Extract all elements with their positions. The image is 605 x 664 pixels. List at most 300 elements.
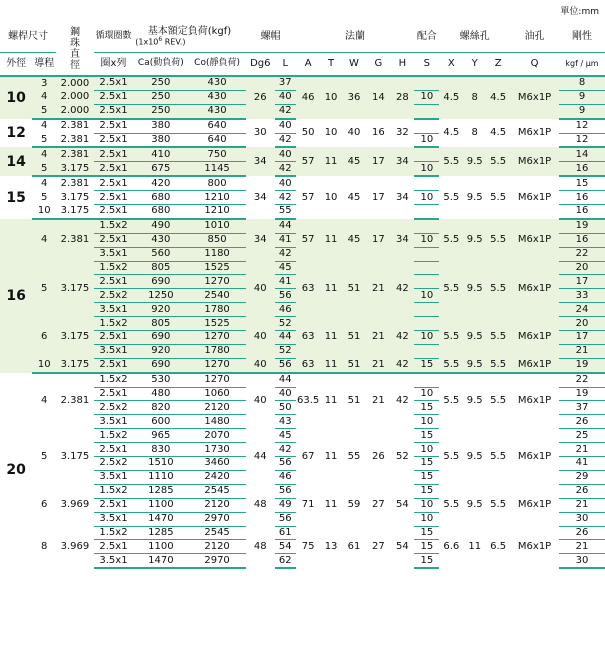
nut-length: 40 xyxy=(275,119,296,133)
spec-row xyxy=(0,147,605,161)
flange-h: 54 xyxy=(390,526,414,568)
fit-s: 15 xyxy=(414,401,439,415)
fit-s: 15 xyxy=(414,457,439,471)
stiffness: 9 xyxy=(559,104,605,118)
flange-a: 63 xyxy=(296,358,321,372)
static-load: 1780 xyxy=(188,344,245,358)
fit-s xyxy=(414,104,439,118)
lead: 4 xyxy=(32,147,56,161)
fit-s: 10 xyxy=(414,331,439,345)
ball-diameter: 3.175 xyxy=(56,191,93,205)
bolt-y: 9.5 xyxy=(463,429,486,485)
stiffness: 19 xyxy=(559,219,605,233)
dynamic-load: 680 xyxy=(133,191,188,205)
dynamic-load: 805 xyxy=(133,261,188,275)
nut-length: 56 xyxy=(275,457,296,471)
outer-diameter: 14 xyxy=(0,147,32,176)
nut-dg6: 40 xyxy=(246,317,275,359)
dynamic-load: 420 xyxy=(133,176,188,190)
nut-length: 56 xyxy=(275,289,296,303)
dynamic-load: 690 xyxy=(133,331,188,345)
nut-length: 42 xyxy=(275,443,296,457)
circuit: 2.5x1 xyxy=(94,233,134,247)
nut-length: 50 xyxy=(275,401,296,415)
ball-diameter: 2.000 xyxy=(56,104,93,118)
dynamic-load: 410 xyxy=(133,147,188,161)
oil-hole-q: M6x1P xyxy=(510,147,559,176)
dynamic-load: 530 xyxy=(133,373,188,387)
oil-hole-q: M6x1P xyxy=(510,317,559,359)
ball-screw-spec-table xyxy=(0,22,605,569)
static-load: 2545 xyxy=(188,526,245,540)
bolt-z: 4.5 xyxy=(486,119,510,148)
circuit: 2.5x1 xyxy=(94,498,134,512)
stiffness: 26 xyxy=(559,484,605,498)
flange-t: 11 xyxy=(321,484,342,526)
outer-diameter: 10 xyxy=(0,76,32,119)
circuit: 2.5x1 xyxy=(94,176,134,190)
nut-length: 46 xyxy=(275,470,296,484)
flange-t: 11 xyxy=(321,373,342,429)
circuit: 2.5x1 xyxy=(94,191,134,205)
dg6-header: Dg6 xyxy=(246,53,275,77)
dynamic-load: 820 xyxy=(133,401,188,415)
spec-row xyxy=(0,119,605,133)
fit-s: 15 xyxy=(414,540,439,554)
bolt-z: 5.5 xyxy=(486,317,510,359)
dynamic-load: 480 xyxy=(133,387,188,401)
static-load: 1270 xyxy=(188,275,245,289)
flange-t: 13 xyxy=(321,526,342,568)
bolt-y: 9.5 xyxy=(463,484,486,526)
circuit: 2.5x2 xyxy=(94,401,134,415)
stiffness: 21 xyxy=(559,443,605,457)
spec-row xyxy=(0,176,605,190)
nut-dg6: 30 xyxy=(246,119,275,148)
stiffness: 19 xyxy=(559,387,605,401)
fit-s xyxy=(414,119,439,133)
outer-diameter: 20 xyxy=(0,373,32,568)
circuit: 1.5x2 xyxy=(94,373,134,387)
nut-length: 44 xyxy=(275,331,296,345)
flange-a: 63.5 xyxy=(296,373,321,429)
oil-hole-q: M6x1P xyxy=(510,373,559,429)
nut-length: 40 xyxy=(275,90,296,104)
circuit: 2.5x2 xyxy=(94,457,134,471)
nut-length: 55 xyxy=(275,205,296,219)
dynamic-load: 1510 xyxy=(133,457,188,471)
lead: 3 xyxy=(32,76,56,90)
static-load: 2120 xyxy=(188,498,245,512)
dynamic-load: 690 xyxy=(133,358,188,372)
lead: 5 xyxy=(32,162,56,176)
nut-length: 54 xyxy=(275,540,296,554)
static-load: 2070 xyxy=(188,429,245,443)
z-header: Z xyxy=(486,53,510,77)
ball-diameter: 3.969 xyxy=(56,484,93,526)
nut-length: 61 xyxy=(275,526,296,540)
w-header: W xyxy=(341,53,366,77)
flange-g: 27 xyxy=(366,526,390,568)
flange-w: 61 xyxy=(341,526,366,568)
nut-dg6: 26 xyxy=(246,76,275,119)
bolt-y: 9.5 xyxy=(463,147,486,176)
flange-g: 21 xyxy=(366,317,390,359)
bolt-x: 5.5 xyxy=(439,429,463,485)
oil-hole-header: 油孔 xyxy=(510,22,559,53)
nut-length: 45 xyxy=(275,261,296,275)
dynamic-load: 920 xyxy=(133,303,188,317)
flange-a: 46 xyxy=(296,76,321,119)
static-load: 430 xyxy=(188,76,245,90)
bolt-x: 5.5 xyxy=(439,176,463,219)
circuit: 3.5x1 xyxy=(94,512,134,526)
flange-w: 45 xyxy=(341,176,366,219)
nut-length: 56 xyxy=(275,512,296,526)
stiffness: 26 xyxy=(559,415,605,429)
nut-length: 37 xyxy=(275,76,296,90)
static-load: 1730 xyxy=(188,443,245,457)
flange-t: 11 xyxy=(321,261,342,317)
y-header: Y xyxy=(463,53,486,77)
static-load: 750 xyxy=(188,147,245,161)
nut-length: 40 xyxy=(275,176,296,190)
static-load: 640 xyxy=(188,119,245,133)
nut-length: 43 xyxy=(275,415,296,429)
circuit: 2.5x1 xyxy=(94,162,134,176)
fit-s xyxy=(414,317,439,331)
nut-dg6: 48 xyxy=(246,484,275,526)
stiffness: 9 xyxy=(559,90,605,104)
flange-g: 21 xyxy=(366,358,390,372)
nut-length: 42 xyxy=(275,191,296,205)
flange-g: 27 xyxy=(366,484,390,526)
circuit: 1.5x2 xyxy=(94,317,134,331)
flange-w: 36 xyxy=(341,76,366,119)
screw-size-header: 螺桿尺寸 xyxy=(0,22,56,53)
dynamic-load: 1100 xyxy=(133,540,188,554)
flange-a: 57 xyxy=(296,176,321,219)
lead: 4 xyxy=(32,176,56,190)
static-load: 1480 xyxy=(188,415,245,429)
stiffness: 24 xyxy=(559,303,605,317)
stiffness: 17 xyxy=(559,331,605,345)
lead: 10 xyxy=(32,205,56,219)
bolt-x: 5.5 xyxy=(439,147,463,176)
fit-s: 15 xyxy=(414,358,439,372)
flange-t: 10 xyxy=(321,176,342,219)
flange-h: 42 xyxy=(390,261,414,317)
circuit: 2.5x1 xyxy=(94,76,134,90)
flange-g: 17 xyxy=(366,176,390,219)
x-header: X xyxy=(439,53,463,77)
dynamic-load: 490 xyxy=(133,219,188,233)
stiffness: 20 xyxy=(559,317,605,331)
nut-length: 40 xyxy=(275,147,296,161)
flange-w: 55 xyxy=(341,429,366,485)
flange-a: 63 xyxy=(296,317,321,359)
static-load: 430 xyxy=(188,90,245,104)
fit-s xyxy=(414,373,439,387)
flange-g: 21 xyxy=(366,373,390,429)
spec-row xyxy=(0,219,605,233)
outer-diameter: 12 xyxy=(0,119,32,148)
flange-w: 45 xyxy=(341,147,366,176)
spec-row xyxy=(0,261,605,275)
lead-header: 導程 xyxy=(32,53,56,77)
circuit: 3.5x1 xyxy=(94,554,134,568)
stiffness: 19 xyxy=(559,358,605,372)
dynamic-load: 1285 xyxy=(133,526,188,540)
static-load: 2545 xyxy=(188,484,245,498)
circuit: 3.5x1 xyxy=(94,470,134,484)
static-load: 1210 xyxy=(188,191,245,205)
dynamic-load: 560 xyxy=(133,247,188,261)
stiffness: 21 xyxy=(559,540,605,554)
fit-header: 配合 xyxy=(414,22,439,53)
flange-t: 11 xyxy=(321,147,342,176)
static-load: 1010 xyxy=(188,219,245,233)
oil-hole-q: M6x1P xyxy=(510,219,559,261)
dynamic-load: 1470 xyxy=(133,512,188,526)
fit-s: 10 xyxy=(414,387,439,401)
bolt-y: 11 xyxy=(463,526,486,568)
flange-g: 16 xyxy=(366,119,390,148)
lead: 4 xyxy=(32,119,56,133)
circuit: 2.5x1 xyxy=(94,104,134,118)
stiffness: 29 xyxy=(559,470,605,484)
ball-diameter: 3.175 xyxy=(56,261,93,317)
dynamic-load: 1285 xyxy=(133,484,188,498)
flange-t: 11 xyxy=(321,219,342,261)
flange-header: 法蘭 xyxy=(296,22,415,53)
stiffness: 21 xyxy=(559,344,605,358)
fit-s xyxy=(414,147,439,161)
stiffness: 14 xyxy=(559,147,605,161)
bolt-z: 5.5 xyxy=(486,219,510,261)
flange-t: 10 xyxy=(321,119,342,148)
static-load: 1270 xyxy=(188,373,245,387)
spec-row xyxy=(0,526,605,540)
dynamic-load: 380 xyxy=(133,133,188,147)
stiffness: 26 xyxy=(559,526,605,540)
fit-s: 15 xyxy=(414,484,439,498)
dynamic-load: 250 xyxy=(133,104,188,118)
bolt-z: 4.5 xyxy=(486,76,510,119)
dynamic-load: 600 xyxy=(133,415,188,429)
flange-g: 17 xyxy=(366,147,390,176)
stiffness: 33 xyxy=(559,289,605,303)
nut-dg6: 40 xyxy=(246,373,275,429)
fit-s: 15 xyxy=(414,526,439,540)
oil-hole-q: M6x1P xyxy=(510,176,559,219)
bolt-z: 5.5 xyxy=(486,261,510,317)
nut-header: 螺帽 xyxy=(246,22,296,53)
flange-w: 51 xyxy=(341,373,366,429)
circuit: 2.5x1 xyxy=(94,147,134,161)
flange-a: 75 xyxy=(296,526,321,568)
fit-s: 10 xyxy=(414,289,439,303)
dynamic-load: 250 xyxy=(133,76,188,90)
circuit: 1.5x2 xyxy=(94,429,134,443)
ball-diameter: 3.175 xyxy=(56,317,93,359)
spec-row xyxy=(0,358,605,372)
dynamic-load: 1100 xyxy=(133,498,188,512)
oil-hole-q: M6x1P xyxy=(510,358,559,372)
stiffness: 21 xyxy=(559,498,605,512)
circuit: 2.5x1 xyxy=(94,133,134,147)
circuit: 3.5x1 xyxy=(94,303,134,317)
static-load: 640 xyxy=(188,133,245,147)
static-load: 1270 xyxy=(188,358,245,372)
static-load: 1060 xyxy=(188,387,245,401)
nut-length: 52 xyxy=(275,344,296,358)
bolt-z: 6.5 xyxy=(486,526,510,568)
stiffness: 16 xyxy=(559,233,605,247)
flange-h: 54 xyxy=(390,484,414,526)
a-header: A xyxy=(296,53,321,77)
fit-s: 10 xyxy=(414,443,439,457)
bolt-y: 9.5 xyxy=(463,317,486,359)
static-load: 1270 xyxy=(188,331,245,345)
static-load: 430 xyxy=(188,104,245,118)
oil-hole-q: M6x1P xyxy=(510,429,559,485)
fit-s xyxy=(414,247,439,261)
dynamic-load: 250 xyxy=(133,90,188,104)
flange-a: 71 xyxy=(296,484,321,526)
rated-load-header: 基本額定負荷(kgf) ($1x10^6$ REV.) xyxy=(133,22,245,53)
fit-s: 10 xyxy=(414,191,439,205)
flange-h: 42 xyxy=(390,373,414,429)
stiffness: 22 xyxy=(559,373,605,387)
bolt-z: 5.5 xyxy=(486,176,510,219)
oil-hole-q: M6x1P xyxy=(510,261,559,317)
nut-length: 46 xyxy=(275,303,296,317)
spec-table-body xyxy=(0,76,605,568)
nut-dg6: 48 xyxy=(246,526,275,568)
dynamic-load: 380 xyxy=(133,119,188,133)
nut-length: 49 xyxy=(275,498,296,512)
static-load: 850 xyxy=(188,233,245,247)
oil-hole-q: M6x1P xyxy=(510,119,559,148)
circuit: 2.5x2 xyxy=(94,289,134,303)
flange-t: 10 xyxy=(321,76,342,119)
ball-diameter: 2.381 xyxy=(56,119,93,133)
fit-s: 10 xyxy=(414,233,439,247)
spec-row xyxy=(0,484,605,498)
bolt-y: 9.5 xyxy=(463,373,486,429)
ball-diameter: 3.175 xyxy=(56,205,93,219)
circuit: 2.5x1 xyxy=(94,90,134,104)
dynamic-load: 830 xyxy=(133,443,188,457)
fit-s xyxy=(414,344,439,358)
flange-h: 34 xyxy=(390,176,414,219)
outer-diameter: 16 xyxy=(0,219,32,373)
flange-g: 21 xyxy=(366,261,390,317)
static-load: 1180 xyxy=(188,247,245,261)
static-load: 2540 xyxy=(188,289,245,303)
nut-length: 52 xyxy=(275,317,296,331)
oil-hole-q: M6x1P xyxy=(510,76,559,119)
static-load: 1210 xyxy=(188,205,245,219)
bolt-x: 5.5 xyxy=(439,373,463,429)
static-load: 2970 xyxy=(188,512,245,526)
circuit-unit-header: 圈x列 xyxy=(94,53,134,77)
ball-diameter: 2.381 xyxy=(56,176,93,190)
bolt-y: 9.5 xyxy=(463,176,486,219)
bolt-x: 4.5 xyxy=(439,76,463,119)
lead: 5 xyxy=(32,261,56,317)
fit-s xyxy=(414,176,439,190)
flange-w: 51 xyxy=(341,261,366,317)
lead: 5 xyxy=(32,429,56,485)
flange-h: 42 xyxy=(390,358,414,372)
flange-g: 17 xyxy=(366,219,390,261)
bolt-x: 5.5 xyxy=(439,317,463,359)
oil-hole-q: M6x1P xyxy=(510,526,559,568)
fit-s xyxy=(414,303,439,317)
stiffness-header: 剛性 xyxy=(559,22,605,53)
bolt-y: 9.5 xyxy=(463,358,486,372)
flange-g: 26 xyxy=(366,429,390,485)
circuit: 1.5x2 xyxy=(94,526,134,540)
lead: 5 xyxy=(32,104,56,118)
circuit: 2.5x1 xyxy=(94,358,134,372)
fit-s: 10 xyxy=(414,162,439,176)
stiffness: 12 xyxy=(559,133,605,147)
nut-length: 56 xyxy=(275,358,296,372)
ball-diameter: 2.381 xyxy=(56,147,93,161)
fit-s: 10 xyxy=(414,133,439,147)
stiffness: 37 xyxy=(559,401,605,415)
bolt-x: 5.5 xyxy=(439,358,463,372)
bolt-y: 8 xyxy=(463,76,486,119)
ball-diameter: 2.000 xyxy=(56,76,93,90)
dynamic-load: 805 xyxy=(133,317,188,331)
nut-dg6: 34 xyxy=(246,147,275,176)
bolt-z: 5.5 xyxy=(486,358,510,372)
flange-w: 40 xyxy=(341,119,366,148)
nut-dg6: 44 xyxy=(246,429,275,485)
circuit: 2.5x1 xyxy=(94,331,134,345)
nut-length: 41 xyxy=(275,233,296,247)
fit-s: 15 xyxy=(414,470,439,484)
bolt-hole-header: 螺絲孔 xyxy=(439,22,510,53)
lead: 8 xyxy=(32,526,56,568)
bolt-y: 9.5 xyxy=(463,219,486,261)
nut-length: 42 xyxy=(275,133,296,147)
t-header: T xyxy=(321,53,342,77)
flange-a: 57 xyxy=(296,147,321,176)
flange-a: 67 xyxy=(296,429,321,485)
circuit: 2.5x1 xyxy=(94,443,134,457)
lead: 6 xyxy=(32,484,56,526)
flange-w: 51 xyxy=(341,317,366,359)
fit-s xyxy=(414,275,439,289)
nut-dg6: 34 xyxy=(246,219,275,261)
bolt-x: 5.5 xyxy=(439,219,463,261)
oil-hole-q: M6x1P xyxy=(510,484,559,526)
flange-t: 11 xyxy=(321,429,342,485)
lead: 4 xyxy=(32,90,56,104)
flange-h: 32 xyxy=(390,119,414,148)
flange-t: 11 xyxy=(321,358,342,372)
bolt-x: 4.5 xyxy=(439,119,463,148)
od-header: 外徑 xyxy=(0,53,32,77)
stiffness: 30 xyxy=(559,512,605,526)
stiffness: 22 xyxy=(559,247,605,261)
spec-row xyxy=(0,429,605,443)
